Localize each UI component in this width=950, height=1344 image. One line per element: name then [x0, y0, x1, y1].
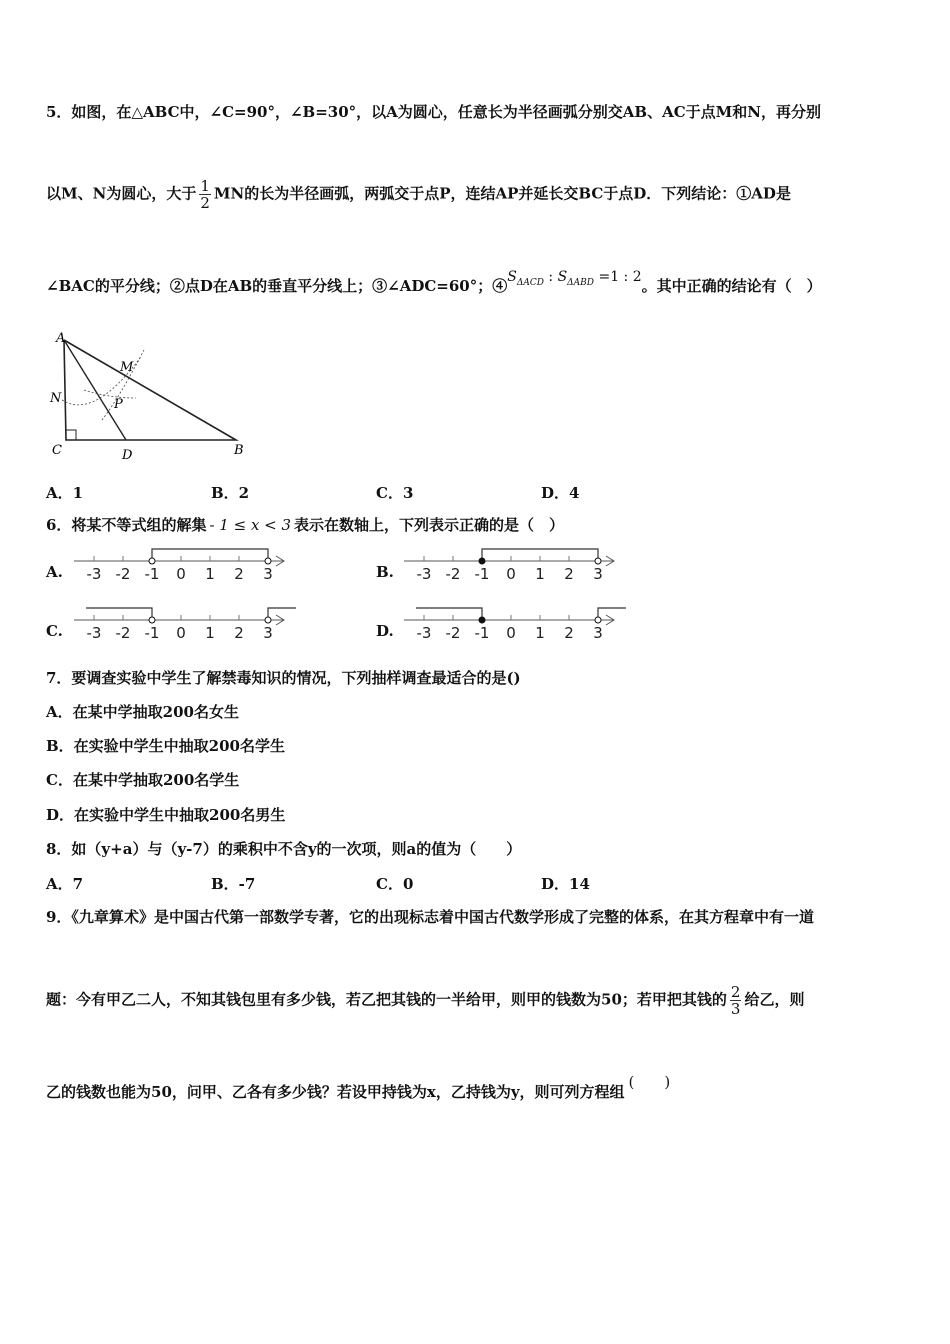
- tick-label: 2: [564, 624, 574, 642]
- tick-label: 1: [205, 565, 215, 583]
- label-d: D: [122, 448, 133, 463]
- tick-label: 1: [535, 624, 545, 642]
- area-s2: S: [557, 269, 568, 285]
- q6-stem: [46, 515, 564, 535]
- q5-option-a: A．1: [46, 484, 84, 502]
- solution-bracket-left: [416, 608, 482, 620]
- tick-label: 0: [506, 624, 516, 642]
- area-s1: S: [507, 269, 517, 285]
- label-n: N: [50, 391, 62, 406]
- tick-label: 3: [263, 624, 273, 642]
- q9-blank: ( ): [628, 1073, 671, 1091]
- q8-option-d: D．14: [541, 875, 590, 893]
- tick-label: 0: [176, 624, 186, 642]
- tick-label: -3: [86, 624, 102, 642]
- tick-label: 0: [176, 565, 186, 583]
- open-endpoint: [595, 558, 601, 564]
- tick-label: -2: [115, 565, 131, 583]
- q6-stem-post: 表示在数轴上，下列表示正确的是（ ）: [294, 516, 565, 534]
- q9-frac-num: 2: [730, 983, 741, 1001]
- q7-option-a: A．在某中学抽取200名女生: [46, 703, 239, 721]
- area-sub1: ΔACD: [516, 277, 544, 288]
- q5-line3-pre: ∠BAC的平分线；②点D在AB的垂直平分线上；③∠ADC=60°；④: [46, 277, 508, 295]
- tick-label: 3: [263, 565, 273, 583]
- q5-line2-post: MN的长为半径画弧，两弧交于点P，连结AP并延长交BC于点D．下列结论：①AD是: [213, 184, 791, 203]
- q9-frac-den: 3: [730, 1000, 741, 1018]
- tick-label: -3: [416, 624, 432, 642]
- q9-line2-post: 给乙，则: [744, 990, 805, 1009]
- q9-line1: 9．《九章算术》是中国古代第一部数学专著，它的出现标志着中国古代数学形成了完整的体系，在其方程章中有一道: [46, 908, 814, 926]
- tick-label: 1: [535, 565, 545, 583]
- tick-label: 2: [564, 565, 574, 583]
- tick-label: 3: [593, 565, 603, 583]
- tick-label: -1: [474, 624, 490, 642]
- q5-line3: [46, 269, 822, 303]
- q5-line2: [46, 178, 791, 211]
- label-a: A: [56, 331, 66, 346]
- q5-option-d: D．4: [541, 484, 580, 502]
- q6-number-line-c: [70, 604, 310, 646]
- q5-line2-pre: 以M、N为圆心，大于: [46, 184, 197, 203]
- label-c: C: [52, 443, 62, 458]
- tick-label: 3: [593, 624, 603, 642]
- q5-line3-post: 。其中正确的结论有（ ）: [641, 277, 822, 295]
- q5-frac-den: 2: [200, 194, 210, 212]
- q6-number-line-b: [400, 545, 640, 587]
- q7-option-d: D．在实验中学生中抽取200名男生: [46, 806, 286, 824]
- tick-label: -2: [445, 565, 461, 583]
- q8-option-a: A．7: [46, 875, 84, 893]
- open-endpoint: [149, 617, 155, 623]
- q5-frac-num: 1: [200, 177, 210, 195]
- q6-label-d: D.: [376, 622, 394, 640]
- q9-line3: [46, 1073, 671, 1102]
- q7-stem: 7．要调查实验中学生了解禁毒知识的情况，下列抽样调查最适合的是(): [46, 669, 521, 687]
- tick-label: 2: [234, 624, 244, 642]
- q7-option-b: B．在实验中学生中抽取200名学生: [46, 737, 285, 755]
- area-ratio-value: =1 : 2: [594, 269, 642, 285]
- q5-option-b: B．2: [211, 484, 250, 502]
- q6-number-line-a: [70, 545, 310, 587]
- open-endpoint: [265, 617, 271, 623]
- q6-label-c: C.: [46, 622, 63, 640]
- q5-area-ratio: [507, 269, 642, 288]
- tick-label: 1: [205, 624, 215, 642]
- q5-option-c: C．3: [376, 484, 414, 502]
- q5-line1: 5．如图，在△ABC中，∠C=90°，∠B=30°，以A为圆心，任意长为半径画弧分别交AB、AC于点M和N，再分别: [46, 103, 821, 121]
- tick-label: 0: [506, 565, 516, 583]
- right-angle-mark: [66, 430, 76, 440]
- q6-number-line-d: [400, 604, 640, 646]
- tick-label: 2: [234, 565, 244, 583]
- area-sub2: ΔABD: [567, 277, 595, 288]
- label-m: M: [120, 360, 134, 375]
- q7-option-c: C．在某中学抽取200名学生: [46, 771, 240, 789]
- solution-bracket-left: [86, 608, 152, 620]
- tick-label: -1: [144, 565, 160, 583]
- q8-stem: 8．如（y+a）与（y-7）的乘积中不含y的一次项，则a的值为（ ）: [46, 840, 522, 858]
- triangle-abc: [64, 340, 236, 440]
- segment-ad: [64, 340, 126, 440]
- label-b: B: [234, 443, 244, 458]
- tick-label: -3: [86, 565, 102, 583]
- tick-label: -1: [474, 565, 490, 583]
- q6-stem-pre: 6．将某不等式组的解集: [46, 516, 207, 534]
- tick-label: -2: [445, 624, 461, 642]
- q8-option-b: B．-7: [211, 875, 256, 893]
- q6-label-a: A.: [46, 563, 63, 581]
- q9-line2-pre: 题：今有甲乙二人，不知其钱包里有多少钱，若乙把其钱的一半给甲，则甲的钱数为50；若甲把其钱的: [46, 990, 727, 1009]
- area-colon: :: [543, 269, 558, 285]
- closed-endpoint: [479, 617, 485, 623]
- closed-endpoint: [479, 558, 485, 564]
- q8-option-c: C．0: [376, 875, 414, 893]
- tick-label: -3: [416, 565, 432, 583]
- q6-label-b: B.: [376, 563, 394, 581]
- q9-line2: [46, 984, 804, 1017]
- open-endpoint: [149, 558, 155, 564]
- q6-stem-math: - 1 ≤ x < 3: [209, 516, 292, 534]
- open-endpoint: [595, 617, 601, 623]
- tick-label: -2: [115, 624, 131, 642]
- tick-label: -1: [144, 624, 160, 642]
- q5-fraction: [199, 178, 211, 211]
- q9-line3-text: 乙的钱数也能为50，问甲、乙各有多少钱？若设甲持钱为x，乙持钱为y，则可列方程组: [46, 1083, 625, 1101]
- open-endpoint: [265, 558, 271, 564]
- q5-triangle-figure: [44, 328, 254, 463]
- label-p: P: [114, 397, 123, 412]
- q9-fraction: [730, 984, 742, 1017]
